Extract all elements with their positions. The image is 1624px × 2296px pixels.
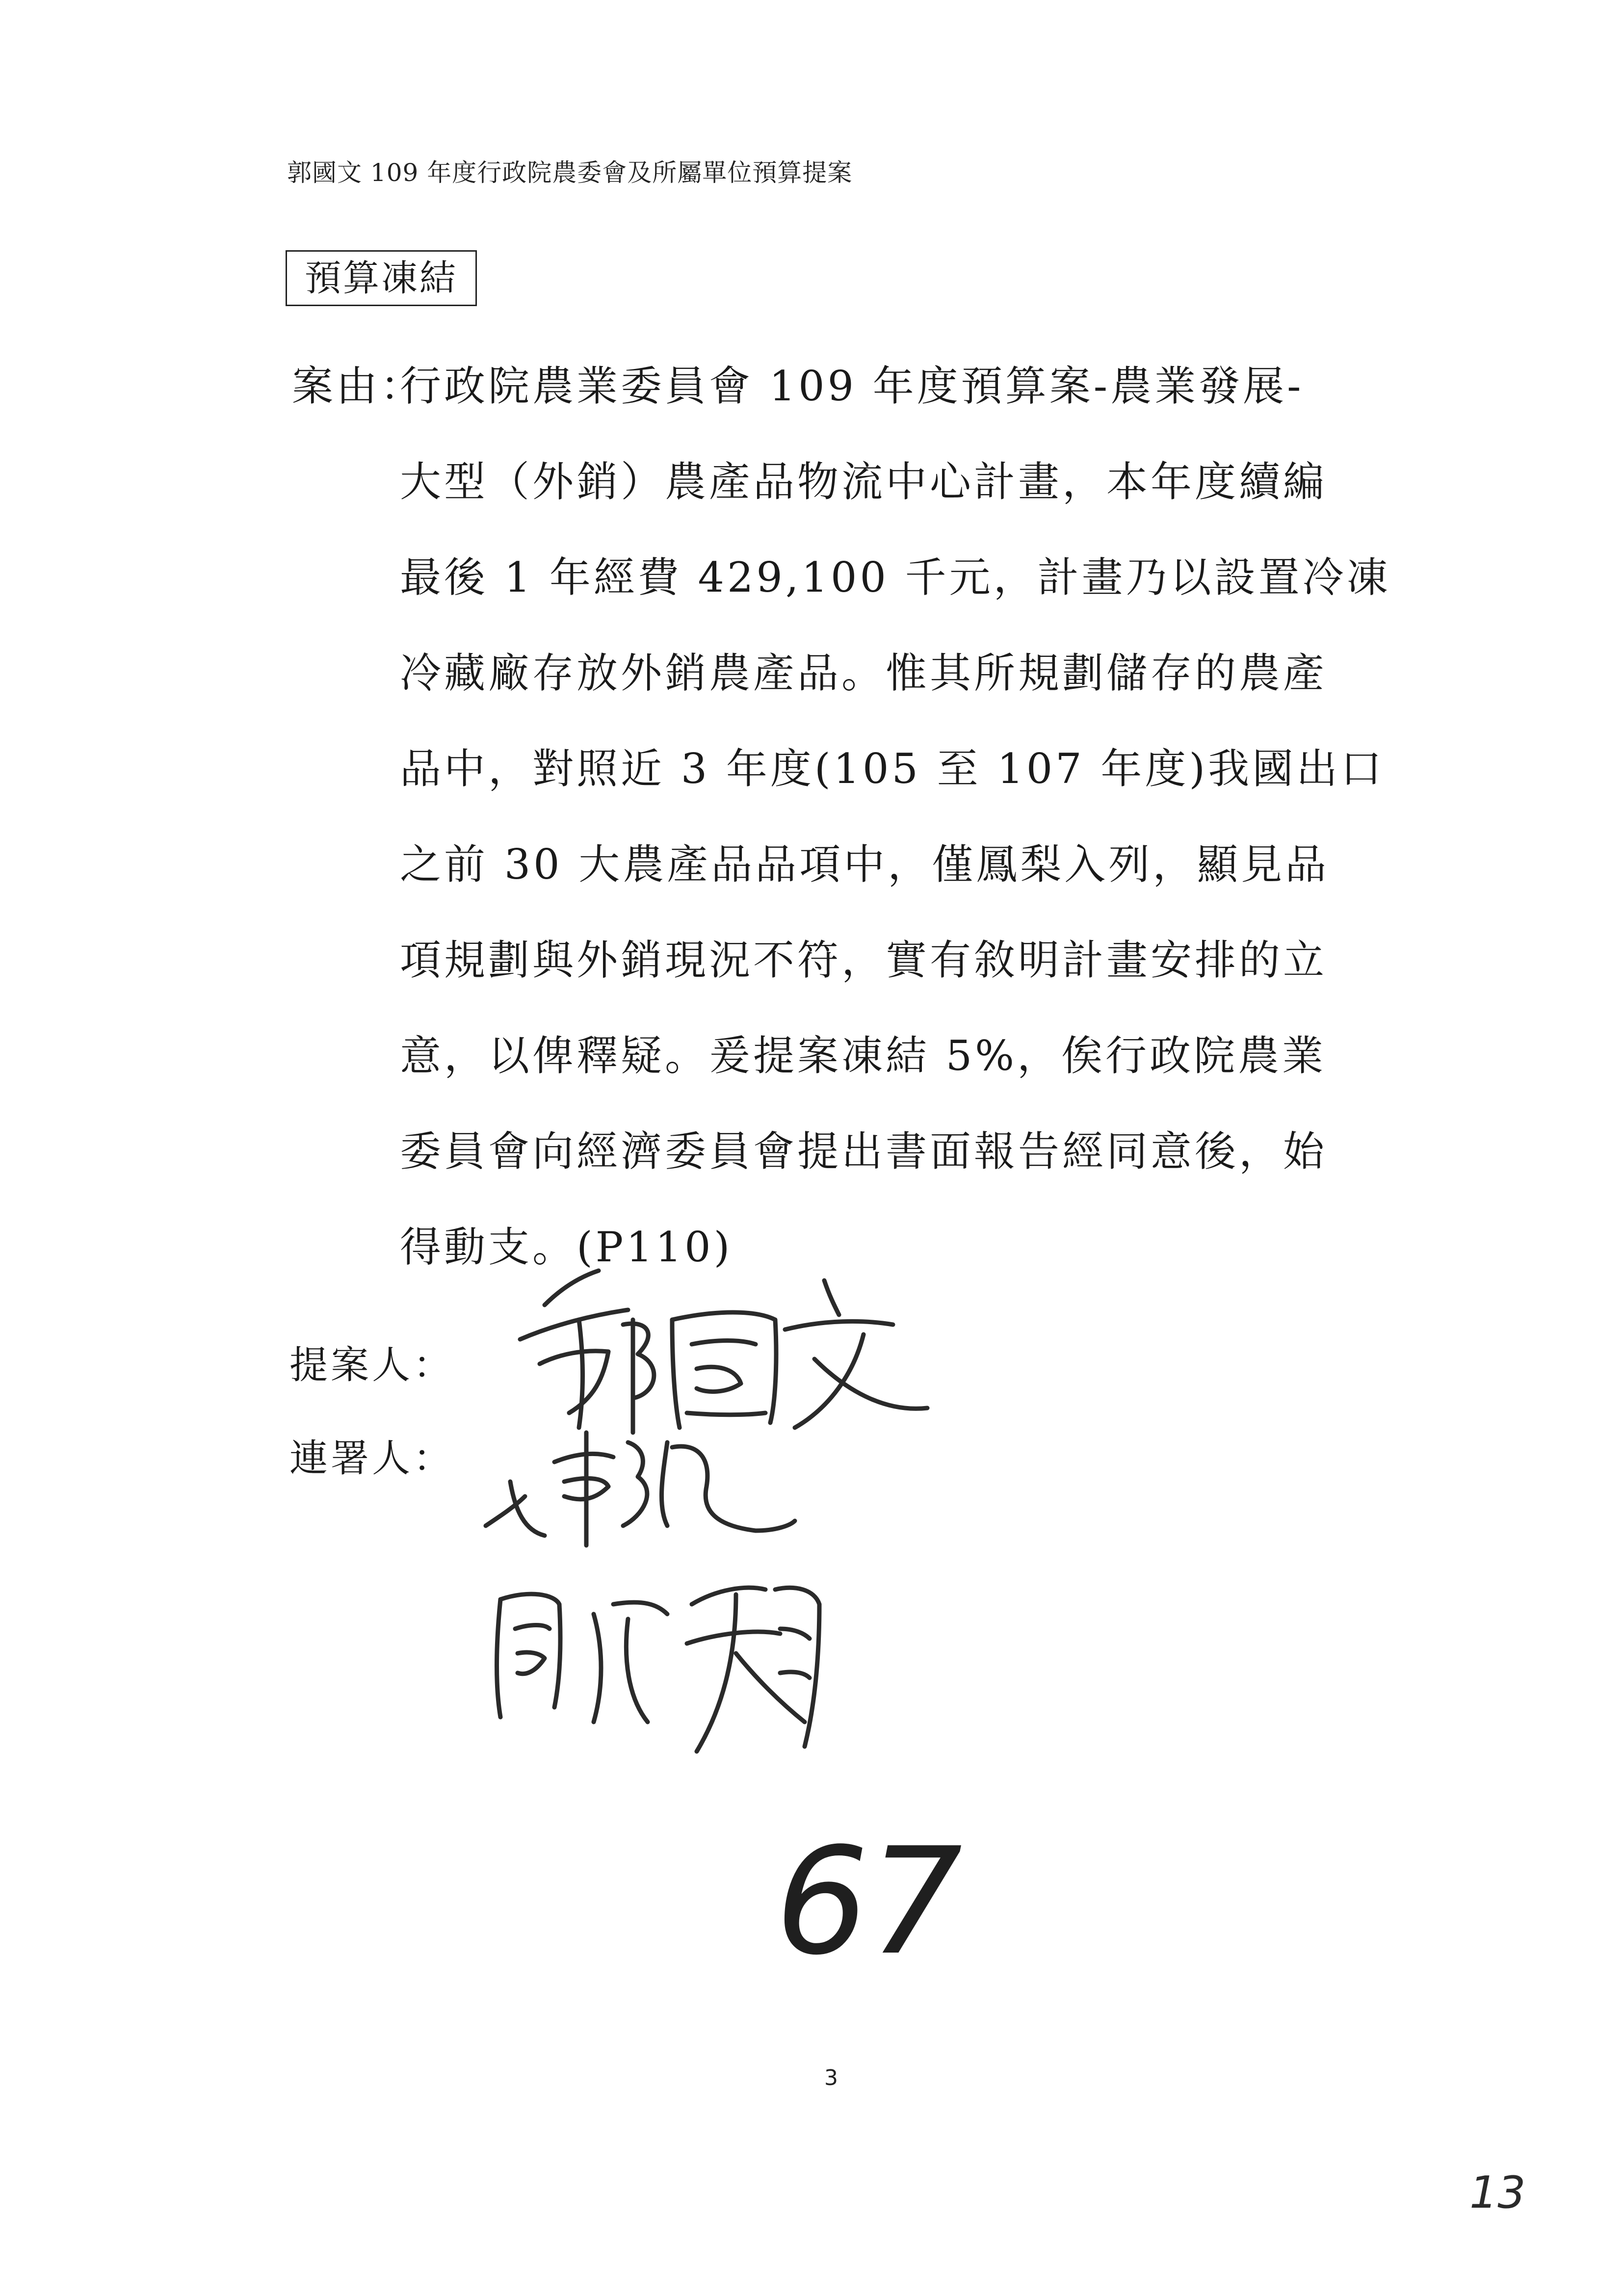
- cosigner-signature-1: [481, 1413, 795, 1550]
- corner-number-text: 13: [1469, 2167, 1526, 2218]
- budget-freeze-tag: 預算凍結: [286, 250, 477, 306]
- reason-line: 項規劃與外銷現況不符，實有敘明計畫安排的立: [400, 936, 1328, 984]
- reason-line: 行政院農業委員會 109 年度預算案-農業發展-: [400, 362, 1304, 410]
- reason-label: 案由：: [292, 362, 425, 410]
- reason-line: 之前 30 大農產品品項中，僅鳳梨入列，顯見品: [400, 840, 1330, 888]
- reason-line: 最後 1 年經費 429,100 千元，計畫乃以設置冷凍: [400, 553, 1391, 601]
- page-number: 3: [824, 2065, 838, 2090]
- reason-line: 品中，對照近 3 年度(105 至 107 年度)我國出口: [400, 745, 1385, 793]
- proposer-label: 提案人：: [289, 1343, 455, 1387]
- reason-line: 意，以俾釋疑。爰提案凍結 5%，俟行政院農業: [400, 1032, 1326, 1080]
- reason-line: 大型（外銷）農產品物流中心計畫，本年度續編: [400, 458, 1328, 506]
- handwritten-page-mark-text: 67: [775, 1816, 963, 1972]
- handwritten-corner-number: [1467, 2164, 1536, 2218]
- reason-line: 得動支。(P110): [400, 1223, 733, 1271]
- cosigner-label: 連署人：: [289, 1436, 455, 1481]
- handwritten-page-mark: [765, 1815, 971, 1972]
- reason-line: 冷藏廠存放外銷農產品。惟其所規劃儲存的農產: [400, 649, 1328, 697]
- document-header: 郭國文 109 年度行政院農委會及所屬單位預算提案: [287, 158, 853, 187]
- cosigner-signature-2: [481, 1560, 834, 1766]
- reason-line: 委員會向經濟委員會提出書面報告經同意後，始: [400, 1127, 1328, 1175]
